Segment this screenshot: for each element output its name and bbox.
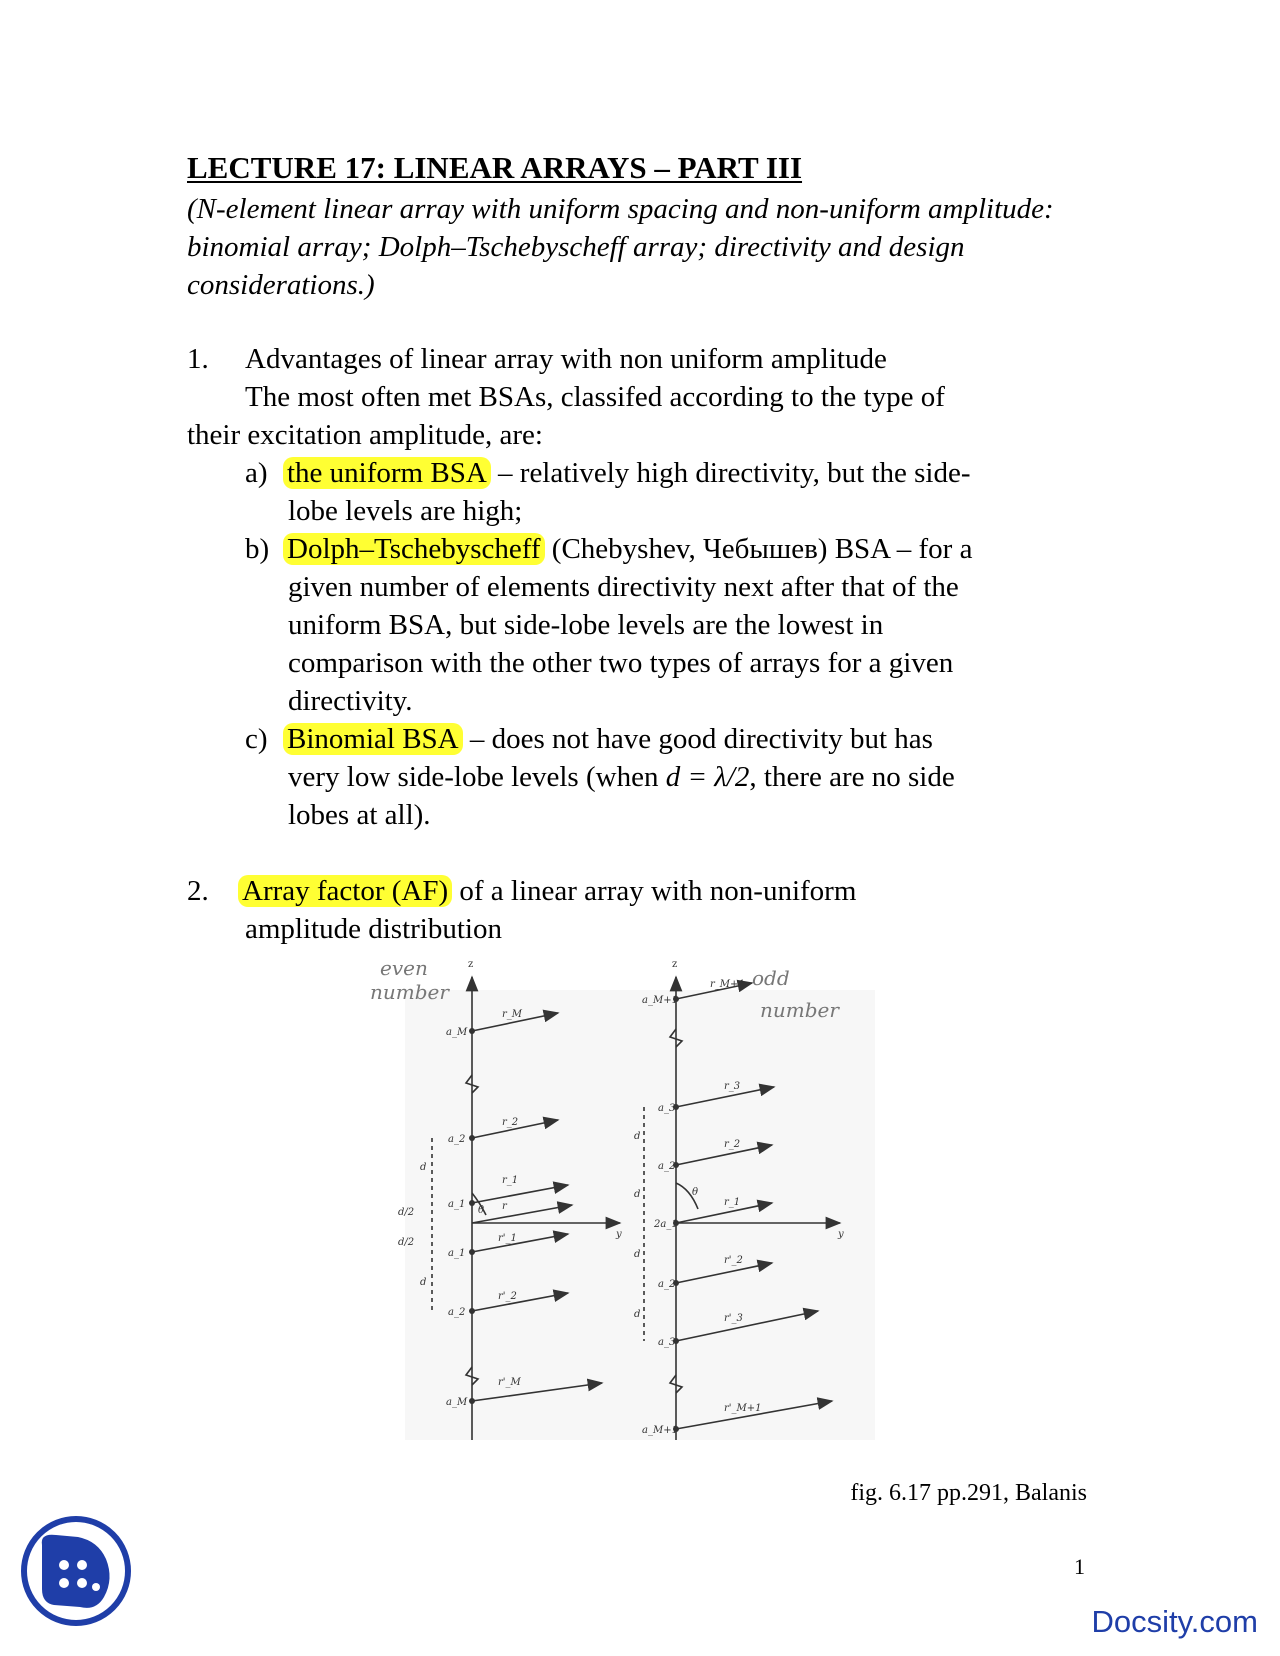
list-item-c-line2-text: very low side-lobe levels (when bbox=[288, 761, 659, 793]
figure-caption: fig. 6.17 pp.291, Balanis bbox=[850, 1480, 1087, 1506]
element-left-a2-bottom bbox=[469, 1308, 475, 1314]
z-axis-label-right: z bbox=[672, 959, 678, 970]
docsity-logo-icon bbox=[20, 1515, 132, 1627]
page-title: LECTURE 17: LINEAR ARRAYS – PART III bbox=[187, 150, 803, 185]
section-2-title: of a linear array with non-uniform bbox=[459, 875, 857, 907]
label-right-a2: a_2 bbox=[658, 1161, 676, 1172]
list-marker-b: b) bbox=[245, 533, 270, 565]
theta-right: θ bbox=[692, 1187, 699, 1198]
ray-label-r2: r_2 bbox=[502, 1117, 519, 1128]
list-item-a bbox=[245, 454, 971, 492]
list-item-b bbox=[245, 530, 973, 568]
list-item-b-line3: uniform BSA, but side-lobe levels are the lowest in bbox=[288, 609, 884, 641]
list-item-b-line2: given number of elements directivity next after that of the bbox=[288, 571, 959, 603]
list-item-b-line5: directivity. bbox=[288, 685, 413, 717]
page-number: 1 bbox=[1074, 1554, 1085, 1579]
dim-left-d-top: d bbox=[420, 1162, 427, 1173]
highlight-array-factor: Array factor (AF) bbox=[238, 875, 452, 907]
list-marker-c: c) bbox=[245, 723, 268, 755]
ray-label-r3p: r'_3 bbox=[724, 1313, 743, 1324]
dim-left-d-bottom: d bbox=[420, 1277, 427, 1288]
label-right-aM1: a_M+1 bbox=[642, 995, 678, 1006]
element-left-a2-top bbox=[469, 1135, 475, 1141]
section-1-intro-line1: The most often met BSAs, classifed according to the type of bbox=[245, 381, 945, 413]
dim-right-d2: d bbox=[634, 1189, 641, 1200]
list-item-b-text: (Chebyshev, Чебышев) BSA – for a bbox=[551, 533, 973, 565]
highlight-uniform-bsa: the uniform BSA bbox=[283, 457, 491, 489]
even-label: even bbox=[380, 956, 428, 980]
label-right-a3: a_3 bbox=[658, 1103, 676, 1114]
label-right-a2-b: a_2 bbox=[658, 1279, 676, 1290]
label-left-aM-b: a_M bbox=[446, 1397, 468, 1408]
section-1-intro-line2: their excitation amplitude, are: bbox=[187, 419, 543, 451]
array-geometry-diagram bbox=[370, 955, 920, 1445]
y-axis-label-left: y bbox=[616, 1229, 622, 1240]
page-subtitle: (N-element linear array with uniform spacing and non-uniform amplitude: binomial array; Dolph–Tschebyscheff array; directivity and design considerations.) bbox=[187, 193, 1054, 301]
list-marker-a: a) bbox=[245, 457, 268, 489]
docsity-brand[interactable]: Docsity.com bbox=[1091, 1604, 1258, 1639]
ray-label-r3: r_3 bbox=[724, 1081, 741, 1092]
list-item-b-line4: comparison with the other two types of arrays for a given bbox=[288, 647, 954, 679]
element-left-aM-top bbox=[469, 1028, 475, 1034]
dim-right-d1: d bbox=[634, 1131, 641, 1142]
section-2-heading bbox=[187, 872, 857, 910]
list-item-c-line2 bbox=[288, 758, 955, 796]
label-left-a1: a_1 bbox=[448, 1199, 466, 1210]
list-item-a-text: – relatively high directivity, but the side- bbox=[498, 457, 971, 489]
dim-left-d2-bottom: d/2 bbox=[398, 1237, 415, 1248]
ray-label-rMp: r'_M bbox=[498, 1377, 521, 1388]
dim-right-d3: d bbox=[634, 1249, 641, 1260]
z-axis-label-left: z bbox=[468, 959, 474, 970]
element-left-a1-bottom bbox=[469, 1249, 475, 1255]
number-label-right: number bbox=[760, 998, 839, 1022]
highlight-dolph-tschebyscheff: Dolph–Tschebyscheff bbox=[283, 533, 545, 565]
section-1-title: Advantages of linear array with non uniform amplitude bbox=[245, 343, 887, 375]
label-right-2a1: 2a_1 bbox=[654, 1219, 678, 1230]
section-1-number: 1. bbox=[187, 343, 209, 375]
y-axis-label-right: y bbox=[838, 1229, 844, 1240]
label-right-aM1-b: a_M+1 bbox=[642, 1425, 678, 1436]
section-2-line2: amplitude distribution bbox=[245, 913, 502, 945]
odd-label: odd bbox=[752, 966, 790, 990]
ray-label-r2-right: r_2 bbox=[724, 1139, 741, 1150]
label-right-a3-b: a_3 bbox=[658, 1337, 676, 1348]
array-figure bbox=[370, 955, 920, 1445]
list-item-c-line3: lobes at all). bbox=[288, 799, 431, 831]
number-label-left: number bbox=[370, 980, 449, 1004]
figure-background bbox=[405, 990, 875, 1440]
theta-left: θ bbox=[478, 1205, 485, 1216]
label-left-a2-b: a_2 bbox=[448, 1307, 466, 1318]
section-2-number: 2. bbox=[187, 875, 209, 907]
ray-label-rM: r_M bbox=[502, 1009, 523, 1020]
ray-label-r1p: r'_1 bbox=[498, 1233, 517, 1244]
section-1-heading bbox=[187, 340, 887, 378]
element-left-a1-top bbox=[469, 1200, 475, 1206]
dim-left-d2-top: d/2 bbox=[398, 1207, 415, 1218]
list-item-c bbox=[245, 720, 933, 758]
list-item-c-line2-tail: , there are no side bbox=[749, 761, 955, 793]
label-left-aM: a_M bbox=[446, 1027, 468, 1038]
ray-label-r2p-right: r'_2 bbox=[724, 1255, 743, 1266]
list-item-a-line2: lobe levels are high; bbox=[288, 495, 523, 527]
element-left-aM-bottom bbox=[469, 1398, 475, 1404]
highlight-binomial-bsa: Binomial BSA bbox=[283, 723, 463, 755]
ray-label-r1: r_1 bbox=[502, 1175, 519, 1186]
spacing-equation: d = λ/2 bbox=[665, 761, 750, 793]
label-left-a1-b: a_1 bbox=[448, 1248, 466, 1259]
ray-label-r: r bbox=[502, 1201, 507, 1212]
label-left-a2: a_2 bbox=[448, 1134, 466, 1145]
ray-label-r1-right: r_1 bbox=[724, 1197, 741, 1208]
ray-label-rM1p: r'_M+1 bbox=[724, 1403, 762, 1414]
dim-right-d4: d bbox=[634, 1309, 641, 1320]
ray-label-rM1: r_M+1 bbox=[710, 979, 745, 990]
ray-label-r2p: r'_2 bbox=[498, 1291, 517, 1302]
list-item-c-text: – does not have good directivity but has bbox=[469, 723, 933, 755]
